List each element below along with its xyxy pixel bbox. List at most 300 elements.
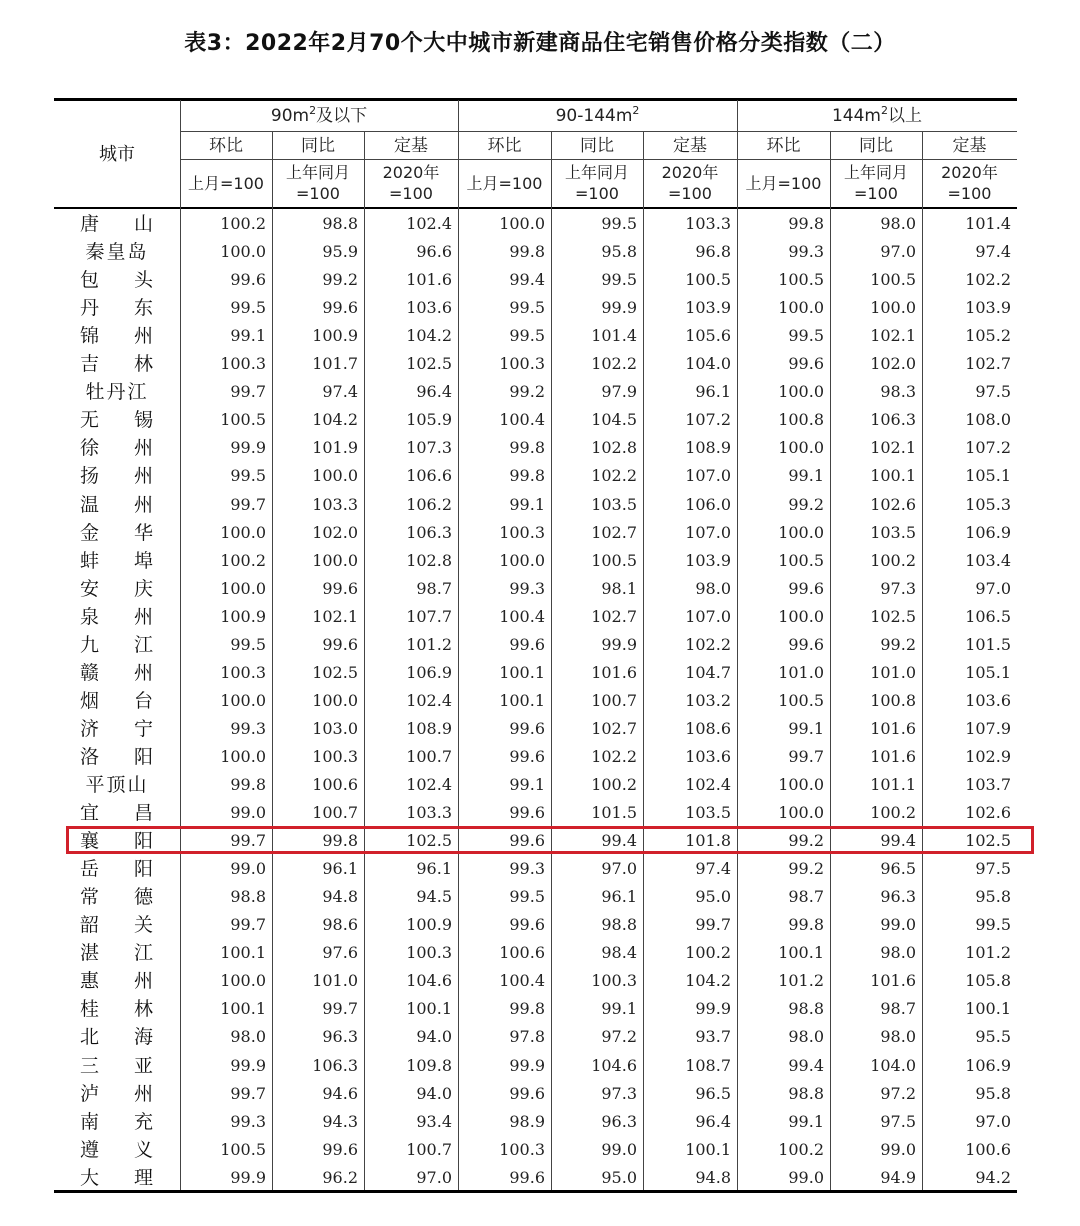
value-cell: 99.6 bbox=[509, 1083, 545, 1103]
city-name bbox=[54, 294, 180, 322]
city-name: 牡丹江 bbox=[85, 381, 149, 404]
value-cell: 102.1 bbox=[312, 606, 358, 626]
value-cell: 102.4 bbox=[406, 775, 452, 794]
value-cell: 99.9 bbox=[230, 1167, 266, 1187]
value-cell: 99.7 bbox=[322, 999, 358, 1019]
base-header-line: 2020年 bbox=[941, 163, 998, 182]
value-cell: 102.2 bbox=[685, 634, 731, 654]
value-cell: 101.6 bbox=[870, 718, 916, 738]
table-row bbox=[0, 715, 1080, 743]
value-cell: 102.7 bbox=[965, 354, 1011, 374]
city-char: 岳 bbox=[80, 858, 100, 881]
value-cell: 102.1 bbox=[870, 326, 916, 346]
value-cell: 94.0 bbox=[416, 1083, 452, 1103]
value-cell: 109.8 bbox=[406, 1055, 452, 1075]
value-cell: 99.0 bbox=[788, 1167, 824, 1187]
city-name: 秦皇岛 bbox=[85, 241, 149, 264]
value-cell: 102.4 bbox=[406, 690, 452, 710]
value-cell: 100.2 bbox=[870, 803, 916, 823]
value-cell: 103.6 bbox=[965, 690, 1011, 710]
value-cell: 101.6 bbox=[870, 971, 916, 991]
value-cell: 100.0 bbox=[778, 606, 824, 626]
value-cell: 99.3 bbox=[230, 718, 266, 738]
city-char: 州 bbox=[134, 605, 154, 628]
sub-header: 环比 bbox=[487, 136, 522, 156]
city-name bbox=[54, 603, 180, 631]
city-name bbox=[54, 434, 180, 462]
value-cell: 100.6 bbox=[965, 1139, 1011, 1159]
value-cell: 102.6 bbox=[870, 494, 916, 514]
value-cell: 106.5 bbox=[965, 606, 1011, 626]
city-char: 惠 bbox=[80, 970, 100, 993]
value-cell: 99.8 bbox=[509, 242, 545, 262]
value-cell: 99.9 bbox=[230, 438, 266, 458]
value-cell: 100.1 bbox=[499, 662, 545, 682]
city-char: 温 bbox=[80, 493, 100, 516]
value-cell: 102.5 bbox=[312, 662, 358, 682]
base-header bbox=[272, 162, 364, 204]
value-cell: 100.1 bbox=[220, 943, 266, 963]
value-cell: 96.5 bbox=[880, 859, 916, 879]
value-cell: 102.6 bbox=[965, 803, 1011, 823]
sub-header: 环比 bbox=[766, 136, 801, 156]
city-char: 无 bbox=[80, 409, 100, 432]
value-cell: 94.9 bbox=[880, 1167, 916, 1187]
city-char: 江 bbox=[134, 942, 154, 965]
value-cell: 99.0 bbox=[230, 859, 266, 879]
city-char: 山 bbox=[134, 213, 154, 235]
city-name bbox=[54, 350, 180, 378]
value-cell: 100.0 bbox=[312, 550, 358, 570]
value-cell: 99.7 bbox=[230, 494, 266, 514]
value-cell: 99.0 bbox=[601, 1139, 637, 1159]
value-cell: 99.7 bbox=[788, 746, 824, 766]
city-char: 遵 bbox=[80, 1138, 100, 1161]
value-cell: 99.6 bbox=[788, 354, 824, 374]
base-header-line: 2020年 bbox=[382, 163, 440, 182]
city-name bbox=[54, 406, 180, 434]
value-cell: 99.4 bbox=[601, 831, 637, 851]
value-cell: 102.0 bbox=[312, 522, 358, 542]
value-cell: 95.8 bbox=[975, 887, 1011, 907]
value-cell: 106.9 bbox=[965, 1055, 1011, 1075]
value-cell: 96.1 bbox=[601, 887, 637, 907]
city-char: 泉 bbox=[80, 605, 100, 628]
value-cell: 98.8 bbox=[601, 915, 637, 935]
base-header bbox=[643, 162, 737, 204]
value-cell: 100.1 bbox=[685, 1139, 731, 1159]
value-cell: 107.0 bbox=[685, 466, 731, 486]
city-name bbox=[54, 266, 180, 294]
value-cell: 100.3 bbox=[312, 746, 358, 766]
value-cell: 100.1 bbox=[499, 690, 545, 710]
value-cell: 99.0 bbox=[880, 1139, 916, 1159]
value-cell: 102.2 bbox=[591, 466, 637, 486]
value-cell: 99.1 bbox=[230, 326, 266, 346]
city-char: 州 bbox=[134, 437, 154, 460]
value-cell: 104.7 bbox=[685, 662, 731, 682]
value-cell: 107.7 bbox=[406, 606, 452, 626]
value-cell: 100.1 bbox=[778, 943, 824, 963]
value-cell: 95.0 bbox=[601, 1167, 637, 1187]
value-cell: 98.8 bbox=[322, 214, 358, 233]
city-name bbox=[54, 547, 180, 575]
city-char: 吉 bbox=[80, 353, 100, 376]
value-cell: 104.2 bbox=[406, 326, 452, 346]
value-cell: 102.5 bbox=[406, 354, 452, 374]
value-cell: 99.9 bbox=[601, 634, 637, 654]
value-cell: 95.8 bbox=[975, 1083, 1011, 1103]
value-cell: 95.5 bbox=[975, 1027, 1011, 1047]
value-cell: 100.7 bbox=[406, 1139, 452, 1159]
value-cell: 100.0 bbox=[778, 522, 824, 542]
value-cell: 97.3 bbox=[880, 578, 916, 598]
base-header-line: =100 bbox=[854, 184, 898, 203]
value-cell: 108.7 bbox=[685, 1055, 731, 1075]
header-bottom-rule bbox=[54, 207, 1017, 209]
value-cell: 100.0 bbox=[220, 522, 266, 542]
table-row bbox=[0, 1080, 1080, 1108]
value-cell: 106.3 bbox=[406, 522, 452, 542]
value-cell: 103.3 bbox=[406, 803, 452, 823]
value-cell: 99.9 bbox=[695, 999, 731, 1019]
value-cell: 103.6 bbox=[406, 298, 452, 318]
value-cell: 99.2 bbox=[788, 831, 824, 851]
city-char: 江 bbox=[134, 633, 154, 656]
value-cell: 107.2 bbox=[965, 438, 1011, 458]
table-row bbox=[0, 350, 1080, 378]
group-header bbox=[737, 106, 1017, 126]
value-cell: 100.3 bbox=[499, 1139, 545, 1159]
value-cell: 103.9 bbox=[685, 550, 731, 570]
value-cell: 103.5 bbox=[685, 803, 731, 823]
city-name bbox=[54, 519, 180, 547]
table-row bbox=[0, 855, 1080, 883]
value-cell: 100.7 bbox=[406, 746, 452, 766]
value-cell: 102.7 bbox=[591, 718, 637, 738]
table-row bbox=[0, 1136, 1080, 1164]
value-cell: 100.0 bbox=[778, 775, 824, 794]
value-cell: 98.7 bbox=[788, 887, 824, 907]
value-cell: 99.7 bbox=[230, 831, 266, 851]
value-cell: 99.6 bbox=[322, 634, 358, 654]
city-char: 北 bbox=[80, 1026, 100, 1049]
value-cell: 99.6 bbox=[322, 1139, 358, 1159]
base-header bbox=[922, 162, 1017, 204]
city-char: 蚌 bbox=[80, 549, 100, 572]
value-cell: 100.5 bbox=[220, 410, 266, 430]
value-cell: 99.5 bbox=[509, 887, 545, 907]
city-char: 阳 bbox=[134, 858, 154, 881]
table-row bbox=[0, 603, 1080, 631]
table-row bbox=[0, 995, 1080, 1023]
value-cell: 100.0 bbox=[312, 466, 358, 486]
value-cell: 96.1 bbox=[695, 382, 731, 402]
value-cell: 103.6 bbox=[685, 746, 731, 766]
base-header-line: 上年同月 bbox=[285, 163, 350, 182]
value-cell: 102.9 bbox=[965, 746, 1011, 766]
table-row bbox=[0, 378, 1080, 406]
city-char: 安 bbox=[80, 577, 100, 600]
value-cell: 96.2 bbox=[322, 1167, 358, 1187]
city-name bbox=[54, 743, 180, 771]
city-char: 关 bbox=[134, 914, 154, 937]
city-char: 常 bbox=[80, 886, 100, 909]
group-label-suffix: 及以下 bbox=[316, 106, 368, 126]
base-header-line: =100 bbox=[947, 184, 992, 203]
value-cell: 99.3 bbox=[509, 578, 545, 598]
city-name bbox=[54, 1164, 180, 1192]
value-cell: 96.4 bbox=[695, 1111, 731, 1131]
value-cell: 99.2 bbox=[322, 270, 358, 290]
value-cell: 100.0 bbox=[220, 242, 266, 262]
city-column-header: 城市 bbox=[99, 144, 135, 165]
value-cell: 102.4 bbox=[406, 214, 452, 233]
city-name bbox=[54, 1136, 180, 1164]
value-cell: 97.5 bbox=[975, 382, 1011, 402]
value-cell: 108.0 bbox=[965, 410, 1011, 430]
value-cell: 99.7 bbox=[230, 382, 266, 402]
value-cell: 104.2 bbox=[685, 971, 731, 991]
value-cell: 100.6 bbox=[499, 943, 545, 963]
value-cell: 98.8 bbox=[788, 1083, 824, 1103]
city-char: 包 bbox=[80, 269, 100, 292]
value-cell: 94.8 bbox=[322, 887, 358, 907]
sub-header: 定基 bbox=[394, 136, 428, 156]
value-cell: 103.0 bbox=[312, 718, 358, 738]
value-cell: 99.6 bbox=[509, 915, 545, 935]
value-cell: 105.3 bbox=[965, 494, 1011, 514]
value-cell: 100.4 bbox=[499, 606, 545, 626]
value-cell: 103.3 bbox=[685, 214, 731, 233]
value-cell: 98.0 bbox=[880, 943, 916, 963]
city-name bbox=[54, 1108, 180, 1136]
base-header bbox=[180, 173, 272, 194]
value-cell: 107.0 bbox=[685, 606, 731, 626]
city-char: 海 bbox=[134, 1026, 154, 1049]
city-char: 桂 bbox=[80, 998, 100, 1021]
value-cell: 104.5 bbox=[591, 410, 637, 430]
value-cell: 100.0 bbox=[870, 298, 916, 318]
value-cell: 108.9 bbox=[685, 438, 731, 458]
value-cell: 99.3 bbox=[788, 242, 824, 262]
value-cell: 99.8 bbox=[230, 775, 266, 794]
value-cell: 97.0 bbox=[880, 242, 916, 262]
value-cell: 99.4 bbox=[509, 270, 545, 290]
value-cell: 99.8 bbox=[788, 915, 824, 935]
city-char: 林 bbox=[134, 998, 154, 1021]
value-cell: 100.6 bbox=[312, 775, 358, 794]
table-row bbox=[0, 519, 1080, 547]
value-cell: 98.7 bbox=[416, 578, 452, 598]
value-cell: 99.6 bbox=[788, 634, 824, 654]
value-cell: 101.2 bbox=[406, 634, 452, 654]
table-row bbox=[0, 322, 1080, 350]
value-cell: 99.6 bbox=[788, 578, 824, 598]
value-cell: 98.0 bbox=[695, 578, 731, 598]
value-cell: 99.6 bbox=[509, 718, 545, 738]
table-row bbox=[0, 631, 1080, 659]
base-header-line: 上年同月 bbox=[564, 163, 629, 182]
value-cell: 101.9 bbox=[312, 438, 358, 458]
city-char: 州 bbox=[134, 493, 154, 516]
value-cell: 99.6 bbox=[509, 746, 545, 766]
value-cell: 94.6 bbox=[322, 1083, 358, 1103]
value-cell: 97.0 bbox=[975, 578, 1011, 598]
city-char: 三 bbox=[80, 1054, 100, 1077]
sub-header: 定基 bbox=[673, 136, 707, 156]
base-header-line: =100 bbox=[575, 184, 619, 203]
city-char: 唐 bbox=[80, 213, 100, 235]
value-cell: 99.6 bbox=[322, 578, 358, 598]
value-cell: 100.1 bbox=[965, 999, 1011, 1019]
city-char: 九 bbox=[80, 633, 100, 656]
base-header-line: 上月=100 bbox=[188, 174, 264, 193]
value-cell: 98.6 bbox=[322, 915, 358, 935]
value-cell: 101.4 bbox=[591, 326, 637, 346]
value-cell: 99.1 bbox=[601, 999, 637, 1019]
value-cell: 99.1 bbox=[788, 718, 824, 738]
city-char: 义 bbox=[134, 1138, 154, 1161]
table-row bbox=[0, 434, 1080, 462]
city-name bbox=[54, 491, 180, 519]
city-char: 昌 bbox=[134, 802, 154, 825]
group-label-suffix: 以上 bbox=[888, 106, 922, 126]
group-label-sup: 2 bbox=[881, 104, 888, 117]
group-label-text: 144m bbox=[831, 106, 881, 126]
value-cell: 99.1 bbox=[788, 466, 824, 486]
value-cell: 100.1 bbox=[406, 999, 452, 1019]
base-header bbox=[364, 162, 458, 204]
value-cell: 97.4 bbox=[695, 859, 731, 879]
value-cell: 98.0 bbox=[880, 1027, 916, 1047]
value-cell: 100.0 bbox=[312, 690, 358, 710]
city-char: 州 bbox=[134, 970, 154, 993]
value-cell: 100.5 bbox=[870, 270, 916, 290]
city-name bbox=[54, 322, 180, 350]
value-cell: 100.3 bbox=[499, 522, 545, 542]
value-cell: 99.2 bbox=[788, 859, 824, 879]
value-cell: 99.5 bbox=[601, 270, 637, 290]
value-cell: 95.9 bbox=[322, 242, 358, 262]
value-cell: 99.5 bbox=[230, 466, 266, 486]
value-cell: 101.5 bbox=[591, 803, 637, 823]
value-cell: 105.9 bbox=[406, 410, 452, 430]
value-cell: 103.9 bbox=[965, 298, 1011, 318]
value-cell: 97.3 bbox=[601, 1083, 637, 1103]
city-char: 宜 bbox=[80, 802, 100, 825]
table-row bbox=[0, 771, 1080, 799]
value-cell: 99.2 bbox=[509, 382, 545, 402]
city-char: 宁 bbox=[134, 717, 154, 740]
value-cell: 103.3 bbox=[312, 494, 358, 514]
city-char: 韶 bbox=[80, 914, 100, 937]
value-cell: 100.7 bbox=[591, 690, 637, 710]
table-row bbox=[0, 799, 1080, 827]
value-cell: 103.7 bbox=[965, 775, 1011, 794]
city-name: 平顶山 bbox=[85, 774, 149, 796]
table-row bbox=[0, 659, 1080, 687]
city-char: 济 bbox=[80, 717, 100, 740]
value-cell: 105.8 bbox=[965, 971, 1011, 991]
value-cell: 105.1 bbox=[965, 662, 1011, 682]
city-char: 埠 bbox=[134, 549, 154, 572]
table-row bbox=[0, 967, 1080, 995]
value-cell: 101.7 bbox=[312, 354, 358, 374]
value-cell: 99.7 bbox=[230, 915, 266, 935]
group-header bbox=[458, 106, 737, 126]
value-cell: 99.4 bbox=[788, 1055, 824, 1075]
value-cell: 99.5 bbox=[230, 298, 266, 318]
value-cell: 102.7 bbox=[591, 522, 637, 542]
value-cell: 99.6 bbox=[230, 270, 266, 290]
value-cell: 101.5 bbox=[965, 634, 1011, 654]
value-cell: 100.5 bbox=[685, 270, 731, 290]
city-name bbox=[54, 883, 180, 911]
value-cell: 99.1 bbox=[509, 775, 545, 794]
value-cell: 93.4 bbox=[416, 1111, 452, 1131]
city-name bbox=[54, 462, 180, 490]
value-cell: 107.3 bbox=[406, 438, 452, 458]
value-cell: 100.5 bbox=[778, 690, 824, 710]
value-cell: 99.9 bbox=[601, 298, 637, 318]
value-cell: 94.2 bbox=[975, 1167, 1011, 1187]
value-cell: 100.0 bbox=[220, 746, 266, 766]
highlight-box bbox=[66, 826, 1034, 854]
value-cell: 99.8 bbox=[509, 438, 545, 458]
table-row bbox=[0, 687, 1080, 715]
table-row bbox=[0, 743, 1080, 771]
city-char: 德 bbox=[134, 886, 154, 909]
value-cell: 101.1 bbox=[870, 775, 916, 794]
value-cell: 101.8 bbox=[685, 831, 731, 851]
city-char: 州 bbox=[134, 325, 154, 348]
city-name bbox=[54, 855, 180, 883]
table-row bbox=[0, 462, 1080, 490]
city-char: 阳 bbox=[134, 745, 154, 768]
value-cell: 100.3 bbox=[220, 662, 266, 682]
value-cell: 100.5 bbox=[778, 270, 824, 290]
value-cell: 100.5 bbox=[591, 550, 637, 570]
value-cell: 100.8 bbox=[778, 410, 824, 430]
table-row bbox=[0, 911, 1080, 939]
value-cell: 98.0 bbox=[880, 214, 916, 233]
city-name bbox=[54, 967, 180, 995]
value-cell: 100.0 bbox=[499, 214, 545, 233]
city-name bbox=[54, 687, 180, 715]
value-cell: 98.8 bbox=[230, 887, 266, 907]
value-cell: 98.0 bbox=[230, 1027, 266, 1047]
value-cell: 107.9 bbox=[965, 718, 1011, 738]
table-row bbox=[0, 883, 1080, 911]
value-cell: 107.2 bbox=[685, 410, 731, 430]
base-header bbox=[458, 173, 551, 194]
city-char: 金 bbox=[80, 521, 100, 544]
value-cell: 100.3 bbox=[499, 354, 545, 374]
value-cell: 106.6 bbox=[406, 466, 452, 486]
table-row bbox=[0, 406, 1080, 434]
value-cell: 100.9 bbox=[406, 915, 452, 935]
city-char: 州 bbox=[134, 1082, 154, 1105]
value-cell: 94.8 bbox=[695, 1167, 731, 1187]
value-cell: 102.5 bbox=[870, 606, 916, 626]
value-cell: 101.2 bbox=[778, 971, 824, 991]
table-row bbox=[0, 1052, 1080, 1080]
value-cell: 96.1 bbox=[322, 859, 358, 879]
city-char: 大 bbox=[80, 1166, 100, 1189]
value-cell: 108.6 bbox=[685, 718, 731, 738]
value-cell: 100.0 bbox=[220, 690, 266, 710]
